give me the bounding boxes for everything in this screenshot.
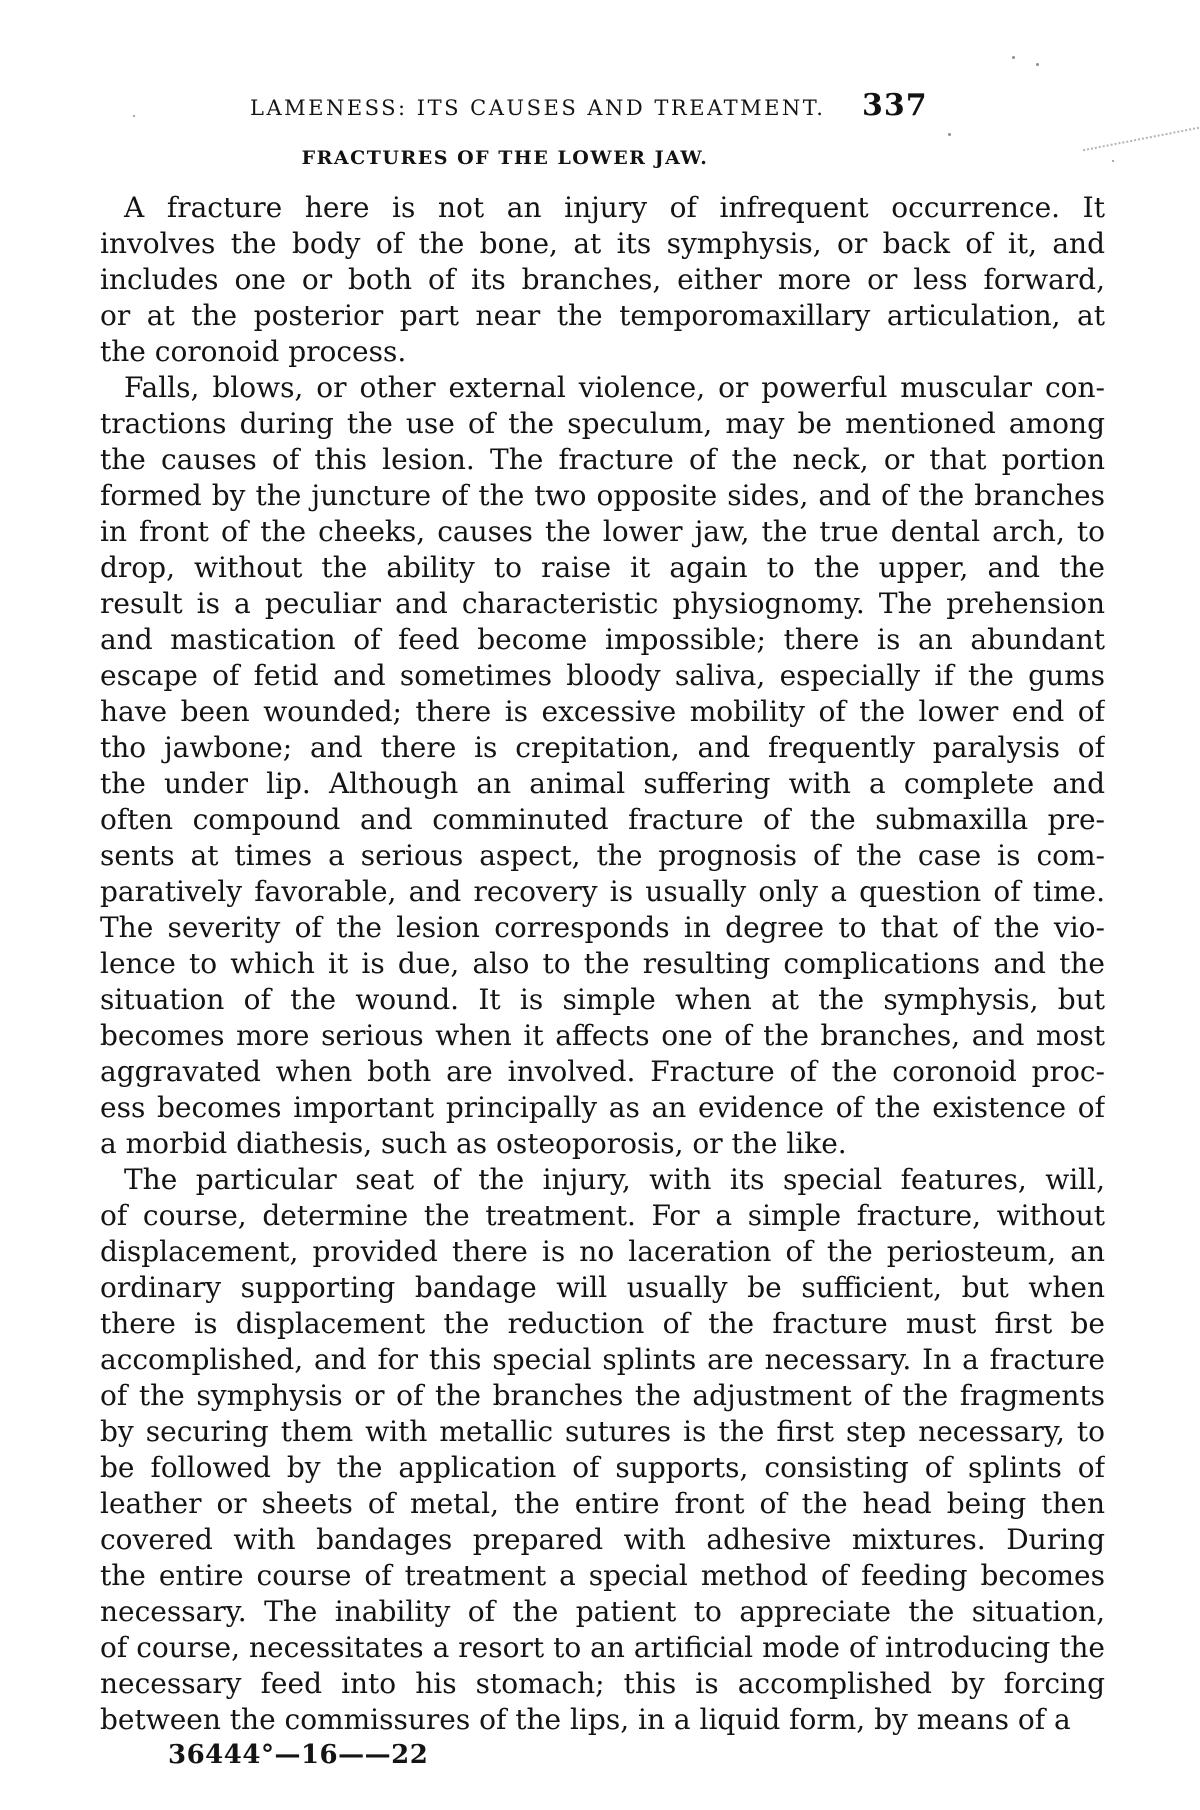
text-line: tho jawbone; and there is crepitation, and frequently paralysis of — [100, 731, 1105, 764]
text-line: often compound and comminuted fracture of the submaxilla pre- — [100, 803, 1105, 836]
paragraph — [100, 190, 1105, 370]
scan-speck — [948, 133, 951, 136]
paragraph — [100, 370, 1105, 1162]
text-line: in front of the cheeks, causes the lower jaw, the true dental arch, to — [100, 515, 1105, 548]
text-line: includes one or both of its branches, either more or less forward, — [100, 263, 1105, 296]
text-line: covered with bandages prepared with adhesive mixtures. During — [100, 1523, 1105, 1556]
text-line: the causes of this lesion. The fracture of the neck, or that portion — [100, 443, 1105, 476]
text-line: paratively favorable, and recovery is usually only a question of time. — [100, 875, 1105, 908]
text-line: of course, necessitates a resort to an artificial mode of introducing the — [100, 1631, 1105, 1664]
text-line: between the commissures of the lips, in a liquid form, by means of a — [100, 1703, 1071, 1736]
text-line: be followed by the application of supports, consisting of splints of — [100, 1451, 1105, 1484]
section-heading: FRACTURES OF THE LOWER JAW. — [301, 147, 709, 169]
scan-speck — [1036, 63, 1039, 66]
text-line: drop, without the ability to raise it again to the upper, and the — [100, 551, 1105, 584]
text-line: have been wounded; there is excessive mobility of the lower end of — [100, 695, 1105, 728]
body-text — [100, 190, 1105, 1738]
text-line: sents at times a serious aspect, the prognosis of the case is com- — [100, 839, 1105, 872]
text-line: formed by the juncture of the two opposite sides, and of the branches — [100, 479, 1105, 512]
text-line: The severity of the lesion corresponds in degree to that of the vio- — [100, 911, 1105, 944]
text-line: of course, determine the treatment. For a simple fracture, without — [100, 1199, 1105, 1232]
text-line: leather or sheets of metal, the entire front of the head being then — [100, 1487, 1105, 1520]
text-line: the entire course of treatment a special method of feeding becomes — [100, 1559, 1105, 1592]
text-line: the coronoid process. — [100, 335, 407, 368]
text-line: ess becomes important principally as an evidence of the existence of — [100, 1091, 1105, 1124]
text-line: A fracture here is not an injury of infrequent occurrence. It — [124, 191, 1105, 224]
text-line: by securing them with metallic sutures is the first step necessary, to — [100, 1415, 1105, 1448]
text-line: and mastication of feed become impossible; there is an abundant — [100, 623, 1105, 656]
text-line: there is displacement the reduction of the fracture must first be — [100, 1307, 1105, 1340]
text-line: situation of the wound. It is simple when at the symphysis, but — [100, 983, 1105, 1016]
printers-signature-mark: 36444°—16——22 — [168, 1740, 429, 1770]
text-line: necessary. The inability of the patient to appreciate the situation, — [100, 1595, 1105, 1628]
scan-speck — [133, 115, 135, 117]
text-line: the under lip. Although an animal suffering with a complete and — [100, 767, 1105, 800]
text-line: necessary feed into his stomach; this is accomplished by forcing — [100, 1667, 1105, 1700]
text-line: involves the body of the bone, at its symphysis, or back of it, and — [100, 227, 1105, 260]
text-line: The particular seat of the injury, with its special features, will, — [124, 1163, 1105, 1196]
text-line: ordinary supporting bandage will usually be sufficient, but when — [100, 1271, 1105, 1304]
text-line: tractions during the use of the speculum, may be mentioned among — [100, 407, 1105, 440]
scan-speck — [1112, 160, 1114, 162]
paragraph — [100, 1162, 1105, 1738]
text-line: becomes more serious when it affects one of the branches, and most — [100, 1019, 1105, 1052]
text-line: escape of fetid and sometimes bloody saliva, especially if the gums — [100, 659, 1105, 692]
text-line: a morbid diathesis, such as osteoporosis, or the like. — [100, 1127, 847, 1160]
text-line: aggravated when both are involved. Fracture of the coronoid proc- — [100, 1055, 1105, 1088]
scan-speck — [1012, 56, 1015, 59]
text-line: displacement, provided there is no laceration of the periosteum, an — [100, 1235, 1105, 1268]
page-number: 337 — [862, 88, 928, 123]
text-line: or at the posterior part near the temporomaxillary articulation, at — [100, 299, 1105, 332]
text-line: lence to which it is due, also to the resulting complications and the — [100, 947, 1105, 980]
running-head-title: LAMENESS: ITS CAUSES AND TREATMENT. — [250, 96, 826, 120]
text-line: of the symphysis or of the branches the adjustment of the fragments — [100, 1379, 1105, 1412]
text-line: accomplished, and for this special splints are necessary. In a fracture — [100, 1343, 1105, 1376]
text-line: Falls, blows, or other external violence, or powerful muscular con- — [124, 371, 1105, 404]
text-line: result is a peculiar and characteristic physiognomy. The prehension — [100, 587, 1105, 620]
scan-scratch-mark — [1083, 127, 1199, 151]
